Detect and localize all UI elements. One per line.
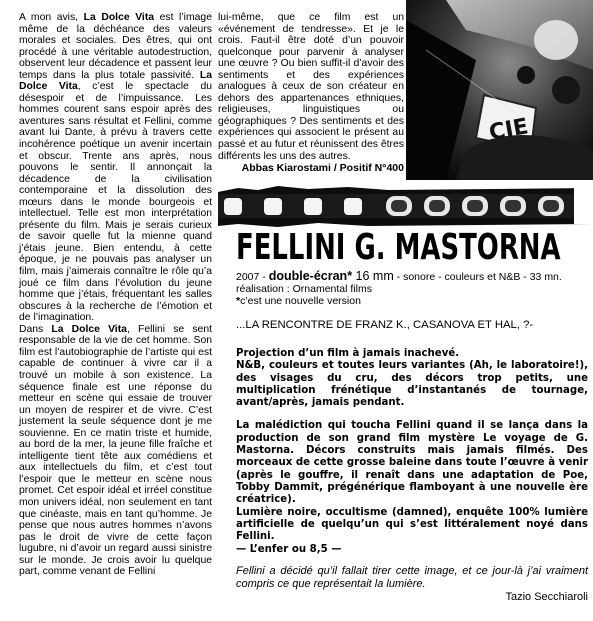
closing-quote: Fellini a décidé qu’il fallait tirer cette image, et ce jour-là j’ai vraiment compris ce que représentait la lumière.: [236, 565, 588, 590]
film-strip-graphic: [218, 180, 593, 230]
middle-text-column: [218, 12, 404, 175]
left-text-column: [19, 12, 212, 578]
description-paragraph-2: La malédiction qui toucha Fellini quand il se lança dans la production de son grand film mystère Le voyage de G. Mastorna. Décors construits mais jamais filmés. Des morceaux de cette grosse baleine dans toute l’œuvre à venir (après le gouffre, il renaît dans une adaptation de Poe, Tobby Dammit, prégénérique flamboyant à une nouvelle ère créatrice). Lumière noire, occultisme (damned), enquête 100% lumière artificielle de quelqu’un qui s’est littéralement noyé dans Fellini.: [236, 420, 588, 543]
film-still-photo: [406, 0, 593, 180]
sign-text: CIE: [487, 114, 531, 146]
film-details: [236, 270, 588, 307]
quote-author: Tazio Secchiaroli: [505, 591, 588, 603]
film-format: double-écran*: [268, 269, 353, 283]
film-specs-line: 2007 - double-écran* 16 mm - sonore - couleurs et N&B - 33 mn.: [236, 269, 562, 283]
film-title-ref: La Dolce Vita: [19, 69, 212, 93]
film-title: FELLINI G. MASTORNA: [236, 227, 561, 268]
film-description: [236, 348, 588, 543]
film-title-ref: La Dolce Vita: [83, 12, 155, 23]
left-paragraph-1: A mon avis, La Dolce Vita est l’image même de la déchéance des valeurs morales et sociales. Des êtres, qui ont procédé à une véritable autodestruction, observent leur décadence et passent leur temps dans la plus totale passivité. La Dolce Vita, c’est le spectacle du désespoir et de l’impuissance. Les hommes courent sans espoir après des aventures sans résultat et Fellini, comme avant lui Dante, à prévu à travers cette incohérence poétique un avenir incertain et obscur. Trente ans après, nous pouvons le sentir. Il annonçait la décadence de la civilisation contemporaine et la dissolution des mœurs dans le monde bourgeois et intellectuel. Telle est mon interprétation présente du film. Mais je serais curieux de savoir quelle fut la mienne quand j’étais jeune. Bien entendu, à cette époque, je ne pouvais pas analyser un film, mais j’aimerais connaître le rôle qu’a joué ce film dans l’évolution du jeune homme que j’étais, fréquentant les salles obscures à la recherche de l’émotion et de l’imagination.: [19, 12, 212, 324]
film-gauge: 16 mm: [352, 269, 394, 283]
middle-paragraph: lui-même, que ce film est un «événement de tendresse». Et je le crois. Faut-il être doté d’un pouvoir quelconque pour parvenir à analyser une œuvre ? Ou bien suffit-il d’avoir des sentiments et des expériences analogues à ceux de son créateur en dehors des appartenances ethniques, religieuses, linguistiques ou géographiques ? Des sentiments et des expériences qui associent le présent au passé et au futur et réunissent des êtres différents les uns des autres.: [218, 12, 404, 162]
film-credit: réalisation : Ornamental films: [236, 283, 372, 295]
film-still-image: [406, 0, 593, 180]
left-paragraph-2: Dans La Dolce Vita, Fellini se sent responsable de la vie de cet homme. Son film est l’autobiographie de l’artiste qui est capable de continuer à vivre car il a trouvé un mobile à son existence. La séquence finale est une réponse du metteur en scène qui essaie de trouver un moyen de respirer et de vivre. C’est justement la seule séquence dont je me souvienne. En ce matin triste et humide, au bord de la mer, la jeune fille fraîche et intelligente tient tête aux comédiens et aux intellectuels du film, et c’est tout l’espoir que le metteur en scène nous promet. Cet espoir idéal et irréel constitue mon univers idéal, non seulement en tant que cinéaste, mais en tant qu’homme. Je pense que nous autres hommes n’avons pas le droit de vivre de cette façon lugubre, ni d’avoir un regard aussi sinistre sur le monde. Je crois avoir lu quelque part, comme venant de Fellini: [19, 323, 212, 578]
film-note: *c’est une nouvelle version: [236, 295, 361, 307]
description-paragraph-1: Projection d’un film à jamais inachevé. N&B, couleurs et toutes leurs variantes (Ah, le laboratoire!), des visages du cru, des décors trop petits, une multiplication frénétique d’instantanés de tournage, avant/après, jamais pendant.: [236, 348, 588, 409]
enfer-heading: — L’enfer ou 8,5 —: [236, 544, 342, 555]
film-title-ref: La Dolce Vita: [51, 323, 127, 335]
quote-signature: Abbas Kiarostami / Positif N°400: [241, 162, 404, 175]
film-strip-icon: [218, 180, 593, 230]
film-subtitle: ...LA RENCONTRE DE FRANZ K., CASANOVA ET HAL, ?-: [236, 319, 534, 331]
